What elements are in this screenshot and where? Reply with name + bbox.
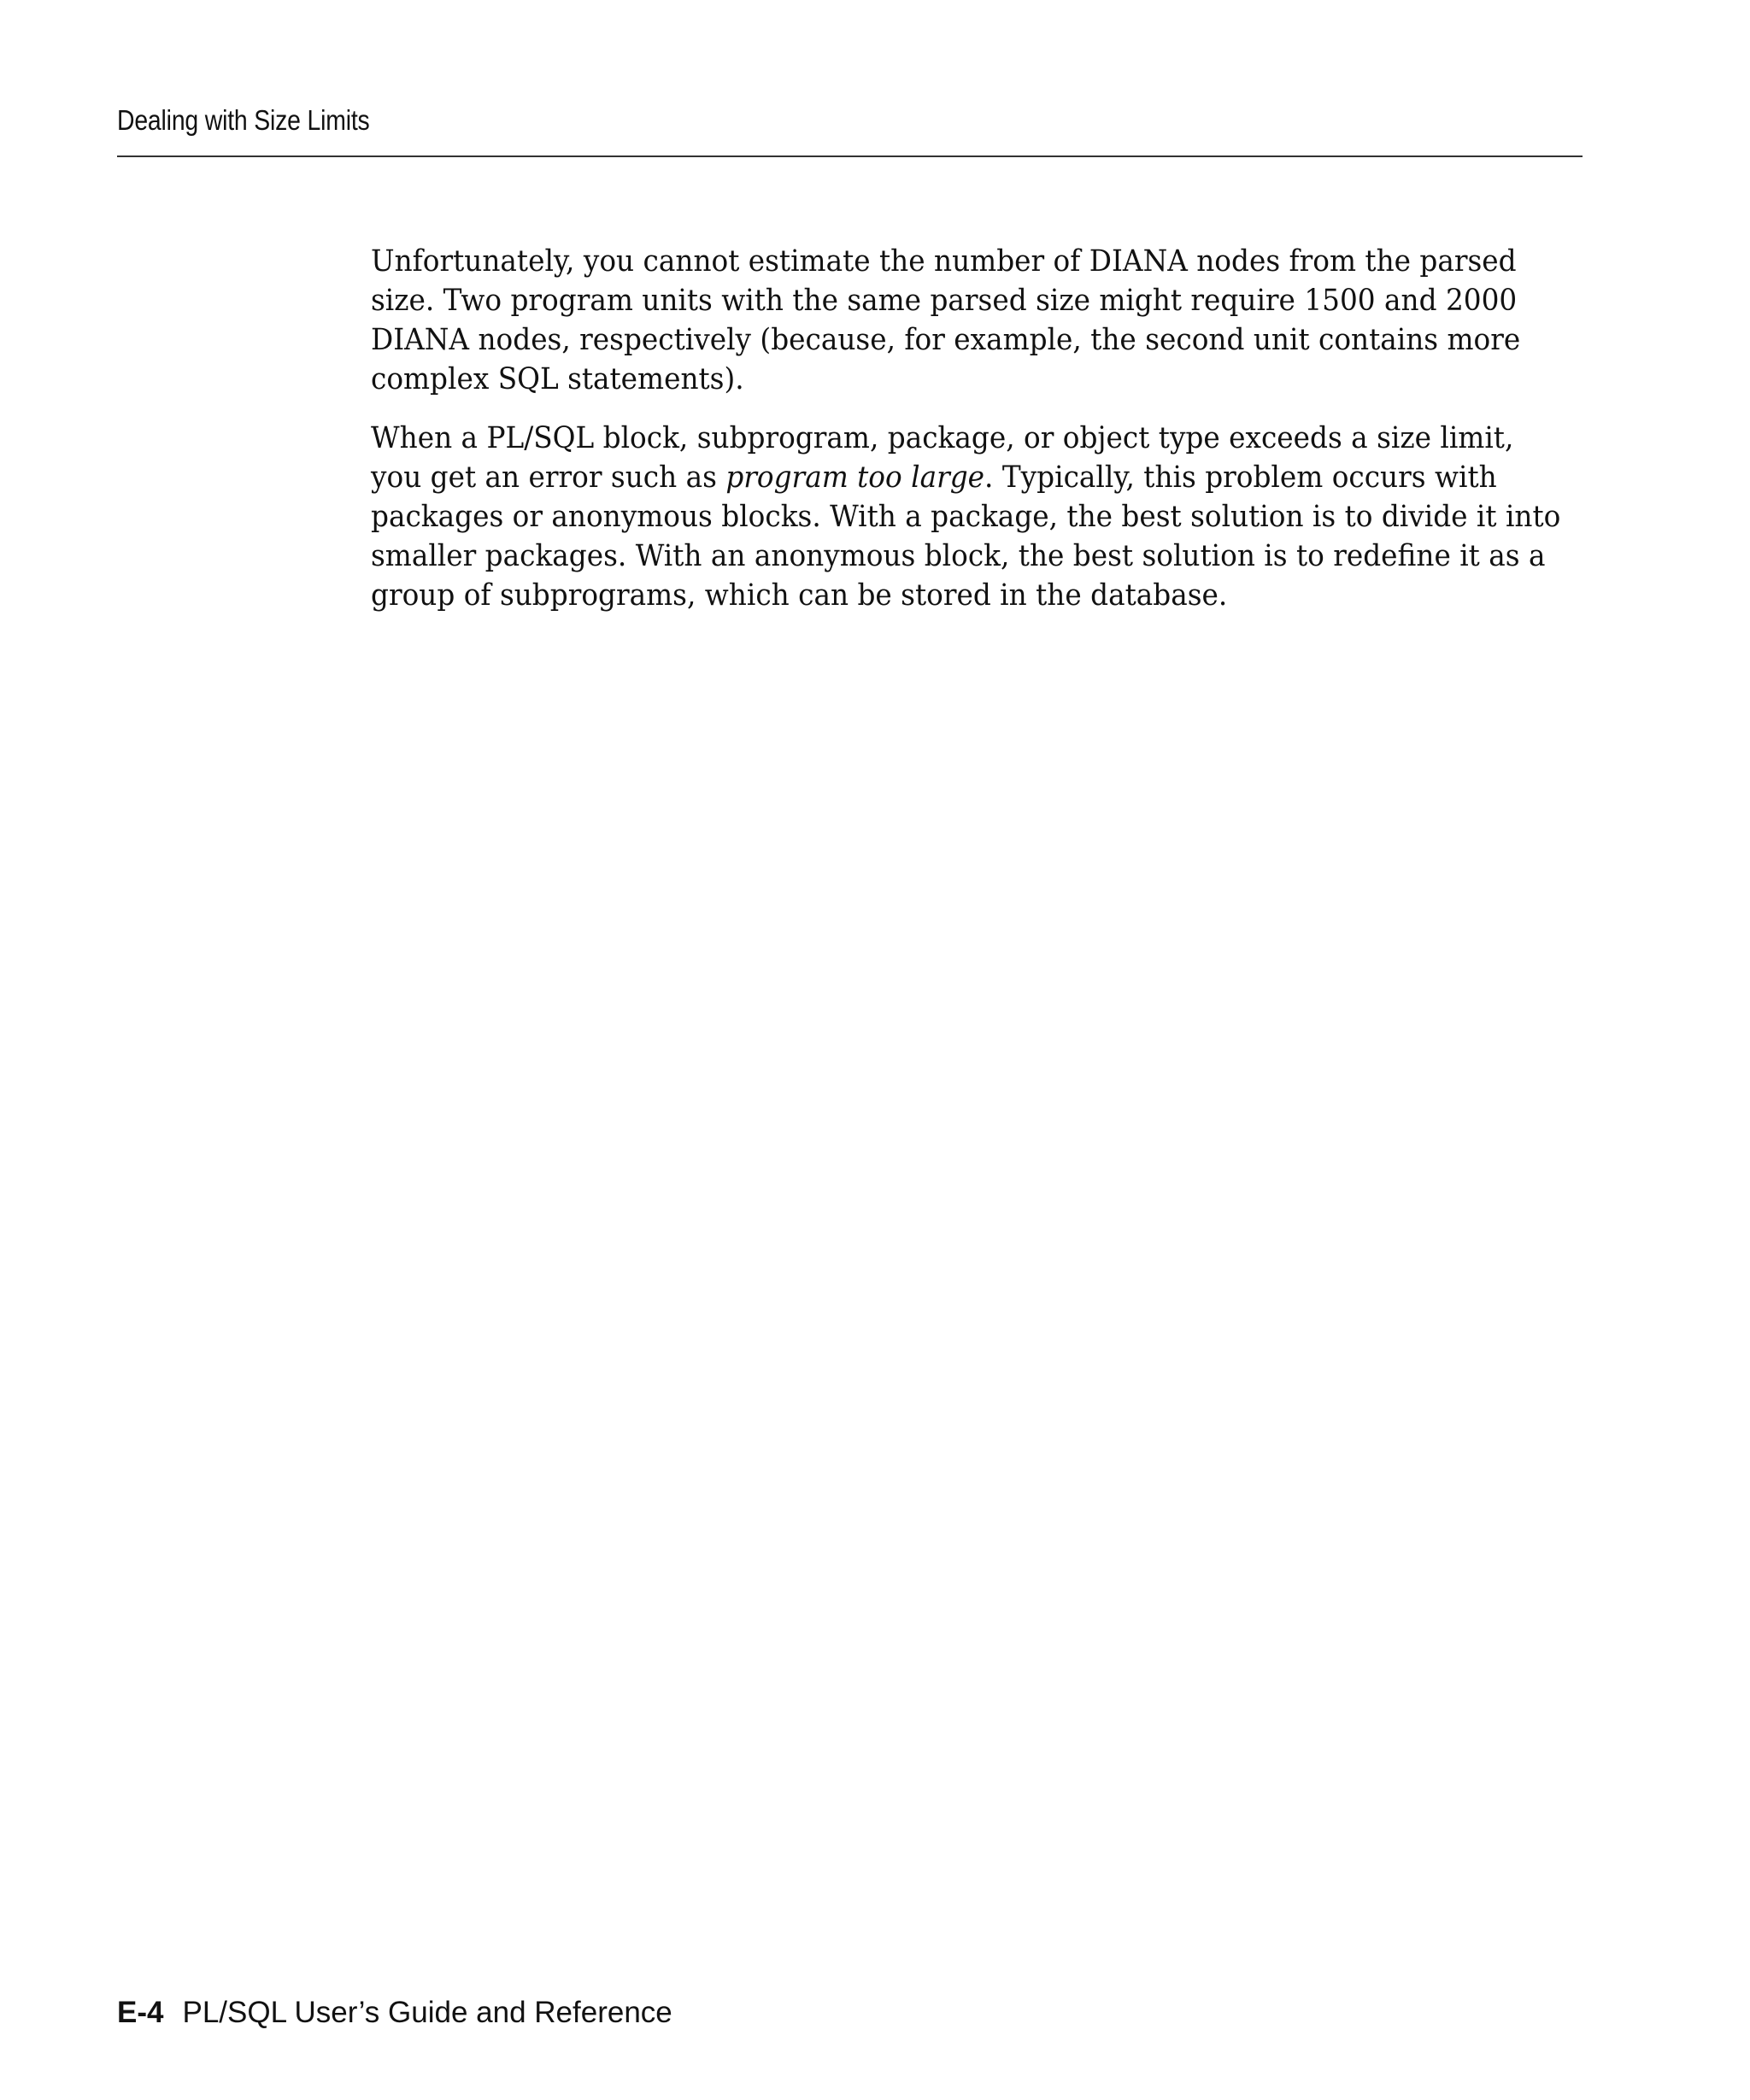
error-message-emphasis: program too large [725, 460, 985, 495]
text-line: DIANA nodes, respectively (because, for example, the second unit contains more [371, 323, 1521, 357]
text-line: group of subprograms, which can be stored in the database. [371, 578, 1228, 613]
text-line: Unfortunately, you cannot estimate the number of DIANA nodes from the parsed [371, 244, 1517, 279]
running-footer [117, 1996, 672, 2030]
paragraph-diana-nodes [371, 242, 1521, 399]
body-text [371, 242, 1561, 635]
paragraph-size-limit [371, 419, 1561, 615]
text-line: When a PL/SQL block, subprogram, package, or object type exceeds a size limit, [371, 421, 1514, 455]
text-line [371, 458, 1506, 497]
text-run: you get an error such as [371, 460, 726, 495]
text-line: size. Two program units with the same parsed size might require 1500 and 2000 [371, 284, 1518, 318]
page-number: E-4 [117, 1996, 164, 2029]
running-header: Dealing with Size Limits [117, 104, 370, 136]
header-rule [117, 155, 1583, 157]
book-title: PL/SQL User’s Guide and Reference [182, 1996, 672, 2029]
text-line: complex SQL statements). [371, 362, 744, 396]
text-line: packages or anonymous blocks. With a package, the best solution is to divide it into [371, 500, 1561, 534]
text-line: smaller packages. With an anonymous block, the best solution is to redefine it as a [371, 539, 1546, 573]
text-run: . Typically, this problem occurs with [984, 460, 1497, 495]
